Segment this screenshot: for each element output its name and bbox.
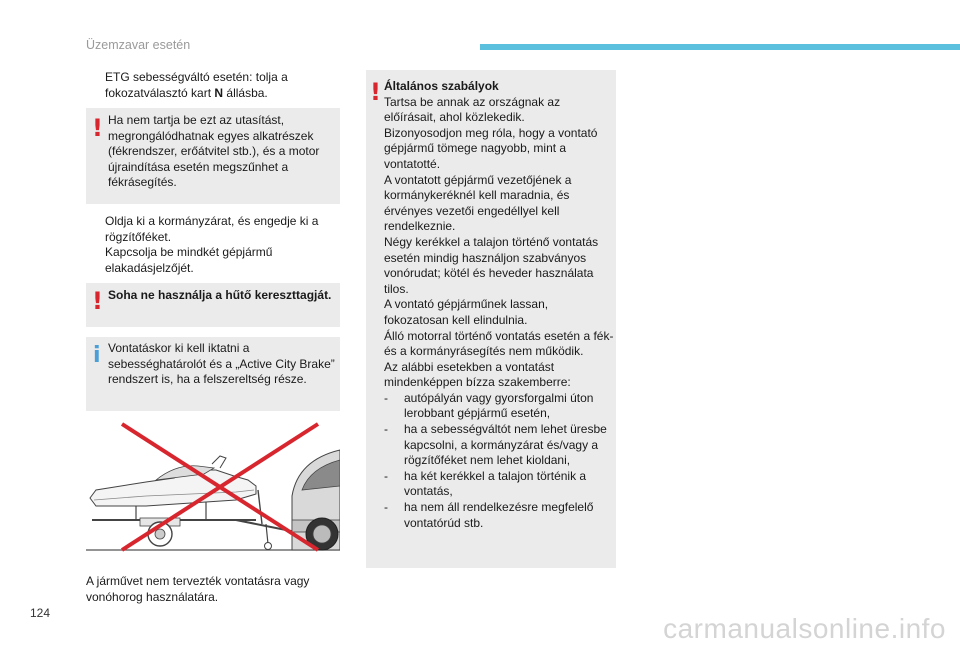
warning-icon: ! — [370, 78, 381, 106]
car-wheel-rim — [313, 525, 331, 543]
bullet-text: ETG sebességváltó esetén: tolja a fokozatválasztó kart N állásba. — [105, 70, 288, 100]
warning-box-radiator — [86, 283, 340, 327]
general-rules-content — [384, 79, 614, 531]
illustration-caption: A járművet nem tervezték vontatásra vagy vonóhorog használatára. — [86, 574, 310, 604]
bullet-hazard-lights — [86, 245, 336, 276]
section-title: Üzemzavar esetén — [86, 38, 191, 52]
list-item: - ha a sebességváltót nem lehet üresbe kapcsolni, a kormányzárat és/vagy a rögzítőféket nem lehet kioldani, — [384, 422, 607, 468]
general-rules-paragraph: Bizonyosodjon meg róla, hogy a vontató gépjármű tömege nagyobb, mint a vontatotté. — [384, 125, 598, 171]
list-item: - autópályán vagy gyorsforgalmi úton lerobbant gépjármű esetén, — [384, 390, 594, 421]
checkbox-marker-icon — [86, 214, 105, 245]
warning-box-general-rules — [366, 70, 616, 568]
info-icon: i — [93, 343, 101, 368]
bullet-steering-lock — [86, 214, 336, 245]
checkbox-marker-icon — [86, 245, 105, 276]
trailer-towing-prohibited-illustration — [86, 420, 340, 554]
trailer-winch-post — [258, 490, 262, 524]
watermark: carmanualsonline.info — [663, 613, 946, 644]
info-box-speed-limiter — [86, 337, 340, 411]
trailer-wheel-hub — [155, 529, 165, 539]
general-rules-paragraph: Tartsa be annak az országnak az előírásait, ahol közlekedik. — [384, 94, 561, 125]
general-rules-paragraph: Az alábbi esetekben a vontatást mindenképpen bízza szakemberre: — [384, 359, 571, 390]
general-rules-paragraph: A vontató gépjárműnek lassan, fokozatosan kell elindulnia. — [384, 297, 549, 327]
bullet-etg — [86, 70, 336, 101]
warning-text: Soha ne használja a hűtő kereszttagját. — [108, 288, 332, 302]
checkbox-marker-icon — [86, 70, 105, 101]
warning-icon: ! — [92, 287, 103, 315]
general-rules-paragraph: A vontatott gépjármű vezetőjének a kormánykeréknél kell maradnia, és érvényes vezetői engedéllyel kell rendelkeznie. — [384, 172, 572, 234]
general-rules-paragraph: Álló motorral történő vontatás esetén a fék- és a kormányrásegítés nem működik. — [384, 328, 614, 359]
list-item: - ha nem áll rendelkezésre megfelelő vontatórúd stb. — [384, 500, 594, 530]
info-text: Vontatáskor ki kell iktatni a sebességhatárolót és a „Active City Brake” rendszert is, ha a felszereltség része. — [108, 341, 335, 387]
list-item: - ha két kerékkel a talajon történik a vontatás, — [384, 468, 587, 499]
illustration-no-towing — [86, 420, 340, 554]
general-rules-list — [384, 391, 614, 531]
warning-box-components — [86, 108, 340, 204]
general-rules-paragraph: Négy kerékkel a talajon történő vontatás esetén mindig használjon szabványos vonórudat; kötél és heveder használata tilos. — [384, 234, 599, 296]
page-number: 124 — [30, 606, 51, 620]
warning-text: Ha nem tartja be ezt az utasítást, megrongálódhatnak egyes alkatrészek (fékrendszer, erőátvitel stb.), és a motor újraindítása esetén megszűnhet a fékrásegítés. — [108, 113, 320, 190]
bullet-text: Kapcsolja be mindkét gépjármű elakadásjelzőjét. — [105, 245, 273, 275]
header-accent-bar — [480, 44, 960, 50]
general-rules-title: Általános szabályok — [384, 79, 499, 93]
warning-icon: ! — [92, 114, 103, 142]
jetski-handlebar — [212, 456, 226, 468]
bullet-text: Oldja ki a kormányzárat, és engedje ki a rögzítőféket. — [105, 214, 319, 244]
jockey-wheel — [265, 543, 272, 550]
